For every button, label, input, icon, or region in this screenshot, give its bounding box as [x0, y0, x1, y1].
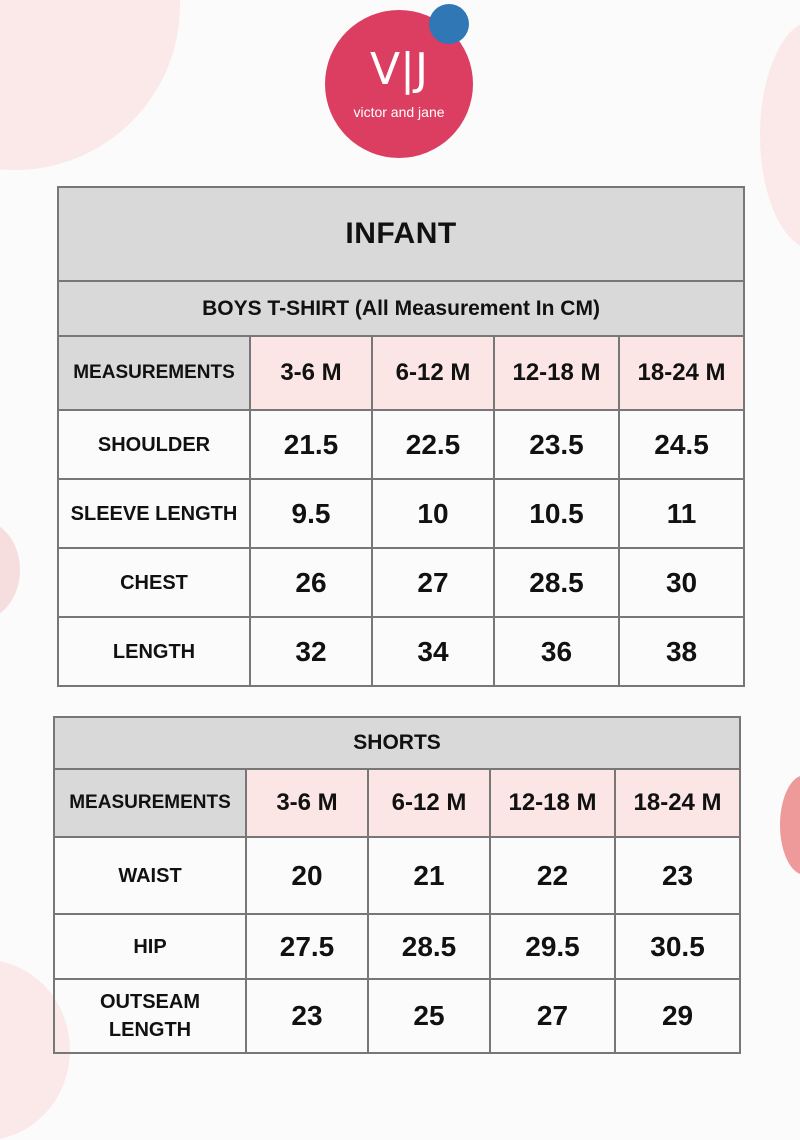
measurement-value: 21.5	[250, 410, 372, 479]
row-label	[54, 979, 246, 1053]
column-header-size: 12-18 M	[494, 336, 619, 410]
measurement-value: 30	[619, 548, 744, 617]
logo-mark: V|J	[370, 44, 428, 95]
measurement-value: 25	[368, 979, 490, 1053]
decor-blob-mid-left	[0, 520, 20, 620]
row-label: CHEST	[58, 548, 250, 617]
table-row	[58, 548, 744, 617]
measurement-value: 30.5	[615, 914, 740, 979]
measurement-value: 38	[619, 617, 744, 686]
measurement-value: 27	[490, 979, 615, 1053]
row-label: HIP	[54, 914, 246, 979]
row-label: WAIST	[54, 837, 246, 914]
column-header-size: 3-6 M	[250, 336, 372, 410]
column-header-size: 6-12 M	[368, 769, 490, 837]
column-header-measurements: MEASUREMENTS	[54, 769, 246, 837]
column-header-size: 6-12 M	[372, 336, 494, 410]
column-header-size: 18-24 M	[619, 336, 744, 410]
logo-dot	[429, 4, 469, 44]
measurement-value: 10	[372, 479, 494, 548]
measurement-value: 11	[619, 479, 744, 548]
measurement-value: 21	[368, 837, 490, 914]
measurement-value: 22	[490, 837, 615, 914]
column-header-measurements: MEASUREMENTS	[58, 336, 250, 410]
table-title: INFANT	[58, 187, 744, 281]
column-header-size: 18-24 M	[615, 769, 740, 837]
table-row	[54, 837, 740, 914]
decor-blob-mid-right	[780, 775, 800, 875]
measurement-value: 29.5	[490, 914, 615, 979]
measurement-value: 10.5	[494, 479, 619, 548]
measurement-value: 24.5	[619, 410, 744, 479]
row-label: LENGTH	[58, 617, 250, 686]
row-label-line: OUTSEAM	[100, 991, 200, 1013]
measurement-value: 27.5	[246, 914, 368, 979]
measurement-value: 26	[250, 548, 372, 617]
tshirt-size-table	[57, 186, 745, 687]
table-subtitle: BOYS T-SHIRT (All Measurement In CM)	[58, 281, 744, 336]
measurement-value: 28.5	[368, 914, 490, 979]
decor-blob-top-left	[0, 0, 180, 170]
table-row	[54, 979, 740, 1053]
row-label: SLEEVE LENGTH	[58, 479, 250, 548]
measurement-value: 22.5	[372, 410, 494, 479]
measurement-value: 36	[494, 617, 619, 686]
decor-blob-top-right	[760, 20, 800, 250]
brand-logo	[325, 10, 473, 158]
table-row	[58, 410, 744, 479]
measurement-value: 29	[615, 979, 740, 1053]
column-header-size: 3-6 M	[246, 769, 368, 837]
column-header-size: 12-18 M	[490, 769, 615, 837]
measurement-value: 32	[250, 617, 372, 686]
logo-text: victor and jane	[353, 104, 445, 120]
measurement-value: 20	[246, 837, 368, 914]
measurement-value: 23	[615, 837, 740, 914]
table-row	[54, 914, 740, 979]
measurement-value: 34	[372, 617, 494, 686]
measurement-value: 27	[372, 548, 494, 617]
measurement-value: 23.5	[494, 410, 619, 479]
row-label-line: LENGTH	[108, 1019, 192, 1041]
table-row	[58, 479, 744, 548]
table-title: SHORTS	[54, 717, 740, 769]
measurement-value: 9.5	[250, 479, 372, 548]
row-label: SHOULDER	[58, 410, 250, 479]
shorts-size-table	[53, 716, 741, 1054]
table-row	[58, 617, 744, 686]
measurement-value: 23	[246, 979, 368, 1053]
measurement-value: 28.5	[494, 548, 619, 617]
